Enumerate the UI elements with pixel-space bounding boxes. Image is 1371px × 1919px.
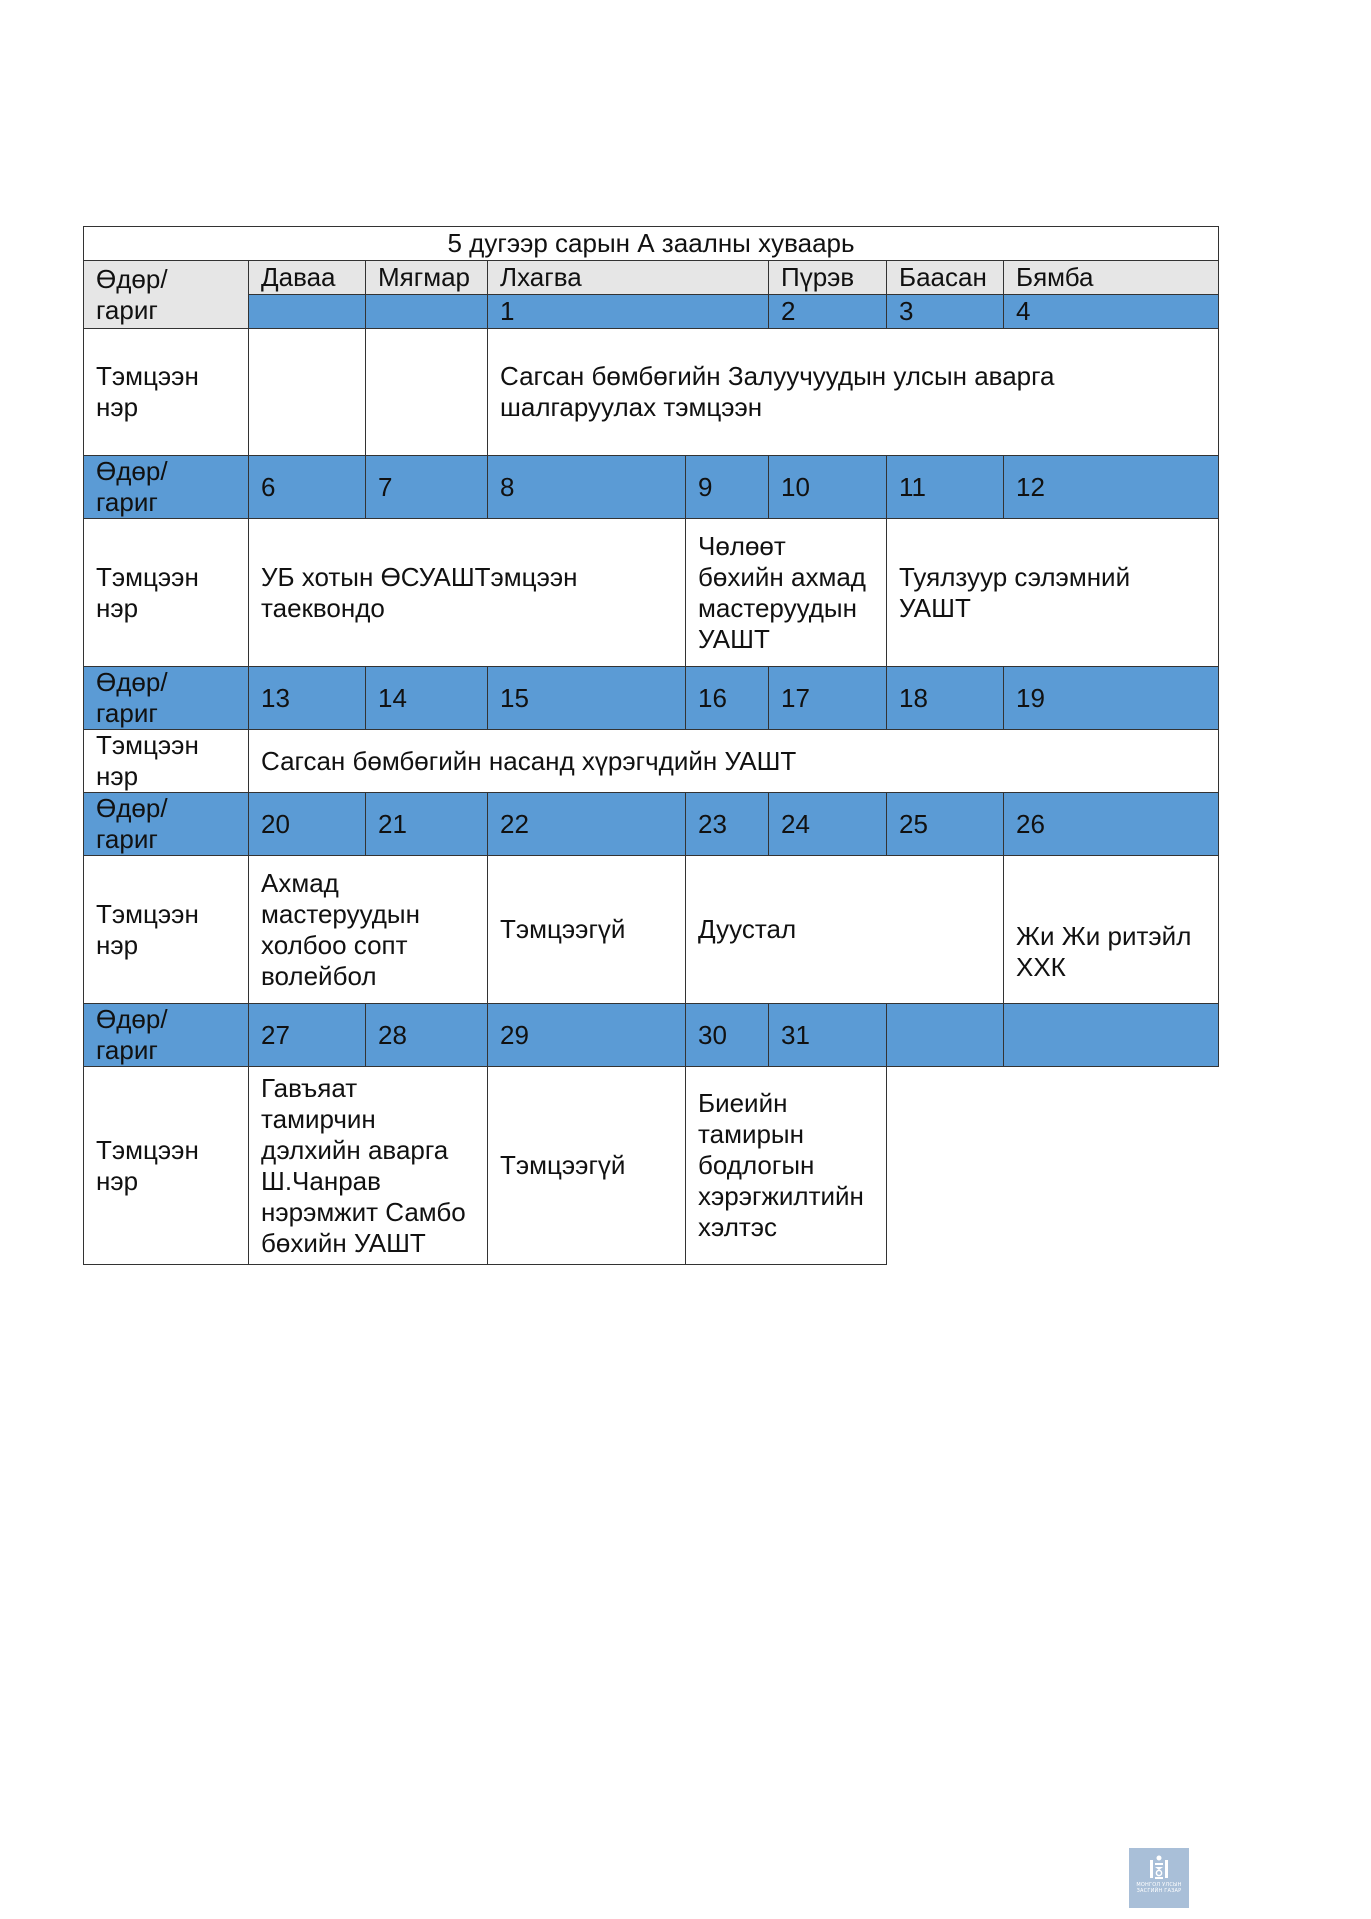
event-cell: Тэмцээгүй [488,856,686,1004]
day-number: 8 [488,456,686,519]
day-number [366,295,488,329]
day-number: 15 [488,667,686,730]
event-label: Тэмцээн нэр [84,730,249,793]
event-cell: Гавъяат тамирчин дэлхийн аварга Ш.Чанрав нэрэмжит Самбо бөхийн УАШТ [249,1067,488,1265]
empty-area [887,1067,1219,1265]
day-number: 19 [1004,667,1219,730]
day-number: 3 [887,295,1004,329]
row-label: Өдөр/ гариг [84,456,249,519]
event-label: Тэмцээн нэр [84,856,249,1004]
day-number: 25 [887,793,1004,856]
schedule-title: 5 дугээр сарын А заалны хуваарь [84,227,1219,261]
row-label: Өдөр/ гариг [84,1004,249,1067]
row-label: Өдөр/ гариг [84,667,249,730]
event-cell: Биеийн тамирын бодлогын хэрэгжилтийн хэлтэс [686,1067,887,1265]
row-label: Өдөр/ гариг [84,793,249,856]
weekday-monday: Даваа [249,261,366,295]
day-number: 12 [1004,456,1219,519]
day-number-pair [686,456,887,519]
weekday-thursday: Пүрэв [769,261,887,295]
schedule-table [83,226,1219,1265]
day-number: 24 [781,808,810,839]
event-cell: Дуустал [686,856,1004,1004]
day-number: 16 [686,667,769,729]
event-cell-empty [366,329,488,456]
day-number: 23 [686,793,769,855]
event-label: Тэмцээн нэр [84,1067,249,1265]
row-label-header [84,261,249,329]
government-logo [1129,1848,1189,1908]
day-number: 4 [1004,295,1219,329]
day-number-pair [686,1004,887,1067]
event-cell: УБ хотын ӨСУАШТэмцээн таеквондо [249,519,686,667]
event-cell-empty [249,329,366,456]
event-label: Тэмцээн нэр [84,519,249,667]
day-number: 1 [488,295,769,329]
row-label-line1: Өдөр/ [96,263,168,294]
day-number: 29 [488,1004,686,1067]
day-number: 31 [781,1019,810,1050]
day-number: 22 [488,793,686,856]
event-cell: Жи Жи ритэйл ХХК [1004,856,1219,1004]
logo-text-line1: МОНГОЛ УЛСЫН [1136,1882,1182,1888]
day-number: 27 [249,1004,366,1067]
day-number: 18 [887,667,1004,730]
event-cell: Сагсан бөмбөгийн насанд хүрэгчдийн УАШТ [249,730,1219,793]
weekday-wednesday: Лхагва [488,261,769,295]
day-number: 13 [249,667,366,730]
event-cell: Ахмад мастеруудын холбоо сопт волейбол [249,856,488,1004]
weekday-saturday: Бямба [1004,261,1219,295]
row-label-line2: гариг [96,294,158,325]
weekday-tuesday: Мягмар [366,261,488,295]
soyombo-emblem-icon [1148,1854,1170,1880]
event-cell: Чөлөөт бөхийн ахмад мастеруудын УАШТ [686,519,887,667]
day-number: 7 [366,456,488,519]
day-number: 2 [769,295,887,329]
day-number-pair [686,793,887,856]
event-cell: Сагсан бөмбөгийн Залуучуудын улсын аварга шалгаруулах тэмцээн [488,329,1219,456]
day-number: 10 [781,471,810,502]
day-number [887,1004,1004,1067]
day-number [249,295,366,329]
day-number: 6 [249,456,366,519]
day-number: 30 [686,1004,769,1066]
day-number-pair [686,667,887,730]
day-number: 9 [686,456,769,518]
day-number: 11 [887,456,1004,519]
day-number: 17 [781,682,810,713]
day-number: 28 [366,1004,488,1067]
event-cell: Тэмцээгүй [488,1067,686,1265]
weekday-friday: Баасан [887,261,1004,295]
event-cell: Туялзуур сэлэмний УАШТ [887,519,1219,667]
logo-text-line2: ЗАСГИЙН ГАЗАР [1136,1888,1182,1894]
day-number: 14 [366,667,488,730]
event-label: Тэмцээн нэр [84,329,249,456]
day-number: 21 [366,793,488,856]
day-number: 20 [249,793,366,856]
day-number: 26 [1004,793,1219,856]
day-number [1004,1004,1219,1067]
